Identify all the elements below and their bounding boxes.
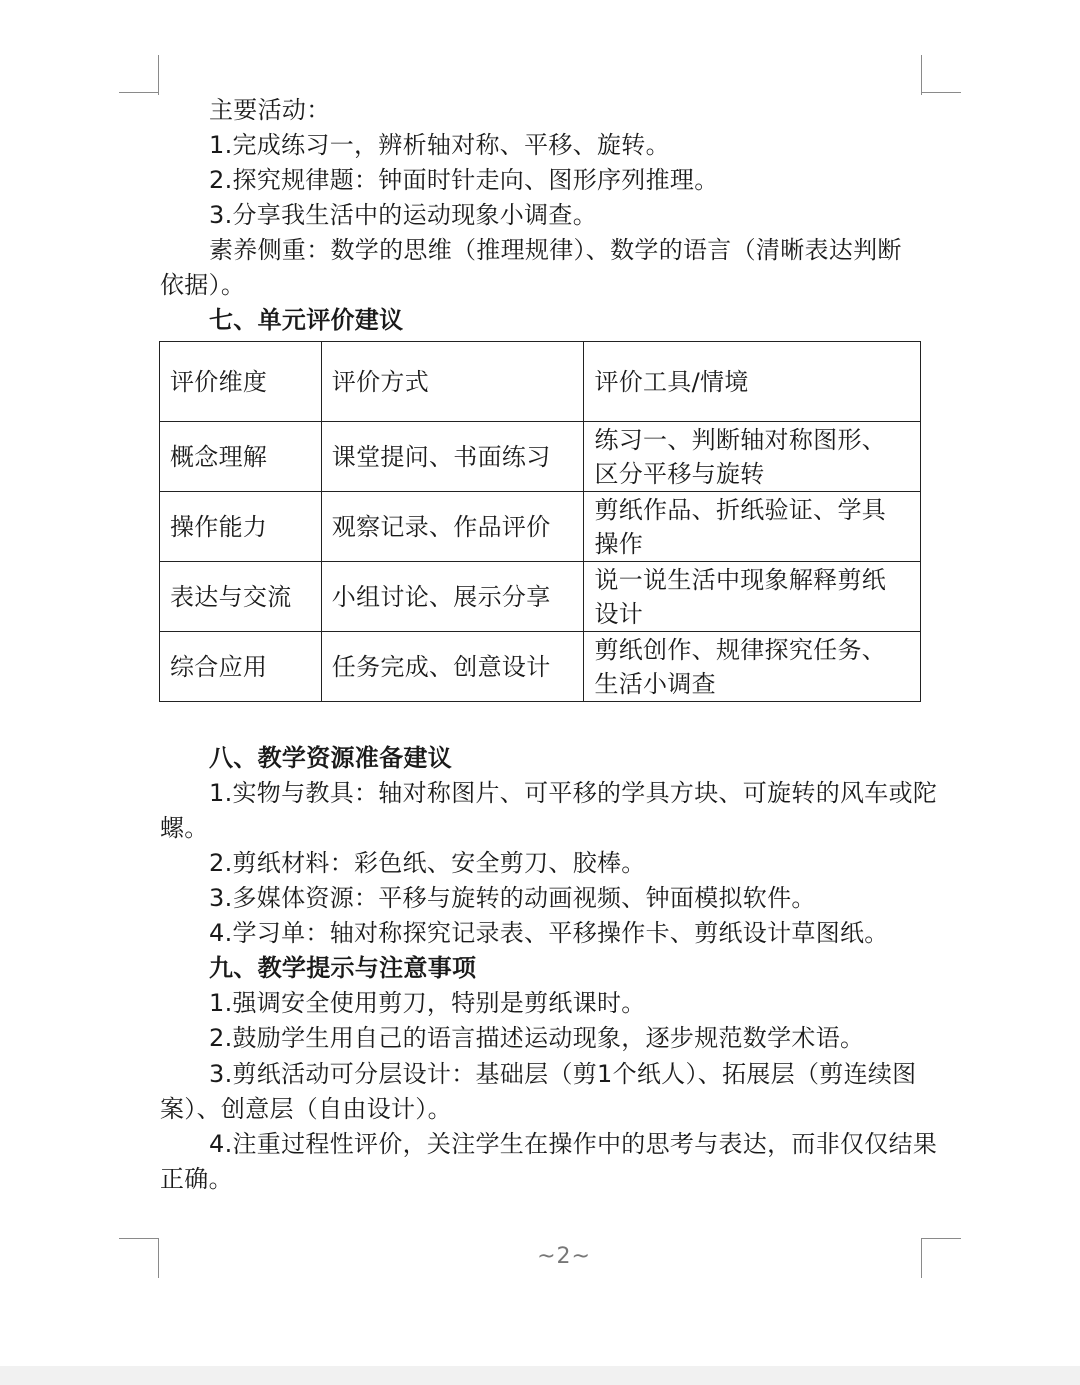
table-cell: 课堂提问、书面练习	[321, 422, 584, 492]
crop-mark-top-left-v	[158, 55, 159, 95]
crop-mark-top-right-v	[921, 55, 922, 95]
page-number: ~2~	[537, 1244, 591, 1269]
literacy-focus-line-1: 素养侧重：数学的思维（推理规律）、数学的语言（清晰表达判断	[209, 236, 902, 264]
table-row	[160, 562, 921, 632]
tip-item-3-line-1: 3.剪纸活动可分层设计：基础层（剪1个纸人）、拓展层（剪连续图	[209, 1060, 917, 1088]
activity-item-3: 3.分享我生活中的运动现象小调查。	[209, 201, 597, 229]
table-header-cell: 评价方式	[321, 342, 584, 422]
table-cell: 综合应用	[160, 632, 322, 702]
table-cell: 任务完成、创意设计	[321, 632, 584, 702]
table-header-cell: 评价维度	[160, 342, 322, 422]
table-header-cell: 评价工具/情境	[584, 342, 921, 422]
table-row	[160, 422, 921, 492]
section-heading-8: 八、教学资源准备建议	[209, 744, 452, 772]
table-header-row	[160, 342, 921, 422]
crop-mark-top-right-h	[921, 92, 961, 93]
resource-item-4: 4.学习单：轴对称探究记录表、平移操作卡、剪纸设计草图纸。	[209, 919, 889, 947]
table-cell: 剪纸创作、规律探究任务、生活小调查	[584, 632, 921, 702]
literacy-focus-line-2: 依据）。	[160, 271, 246, 299]
resource-item-3: 3.多媒体资源：平移与旋转的动画视频、钟面模拟软件。	[209, 884, 816, 912]
tip-item-1: 1.强调安全使用剪刀，特别是剪纸课时。	[209, 989, 646, 1017]
table-cell: 表达与交流	[160, 562, 322, 632]
resource-item-1-line-2: 螺。	[160, 814, 209, 842]
table-cell: 操作能力	[160, 492, 322, 562]
table-cell: 练习一、判断轴对称图形、区分平移与旋转	[584, 422, 921, 492]
crop-mark-top-left-h	[119, 92, 159, 93]
section-heading-7: 七、单元评价建议	[209, 306, 404, 334]
tip-item-4-line-2: 正确。	[160, 1165, 233, 1193]
activity-item-1: 1.完成练习一，辨析轴对称、平移、旋转。	[209, 131, 670, 159]
tip-item-3-line-2: 案）、创意层（自由设计）。	[160, 1095, 452, 1123]
crop-mark-bottom-right-h	[921, 1238, 961, 1239]
resource-item-2: 2.剪纸材料：彩色纸、安全剪刀、胶棒。	[209, 849, 646, 877]
tip-item-4-line-1: 4.注重过程性评价，关注学生在操作中的思考与表达，而非仅仅结果	[209, 1130, 938, 1158]
table-cell: 剪纸作品、折纸验证、学具操作	[584, 492, 921, 562]
table-cell: 观察记录、作品评价	[321, 492, 584, 562]
activity-item-2: 2.探究规律题：钟面时针走向、图形序列推理。	[209, 166, 719, 194]
viewer-bottom-strip	[0, 1366, 1080, 1385]
table-cell: 小组讨论、展示分享	[321, 562, 584, 632]
table-row	[160, 632, 921, 702]
table-cell: 说一说生活中现象解释剪纸设计	[584, 562, 921, 632]
table-cell: 概念理解	[160, 422, 322, 492]
activity-heading: 主要活动：	[209, 96, 331, 124]
crop-mark-bottom-left-h	[119, 1238, 159, 1239]
tip-item-2: 2.鼓励学生用自己的语言描述运动现象，逐步规范数学术语。	[209, 1024, 865, 1052]
resource-item-1-line-1: 1.实物与教具：轴对称图片、可平移的学具方块、可旋转的风车或陀	[209, 779, 938, 807]
table-row	[160, 492, 921, 562]
evaluation-table	[159, 341, 921, 702]
section-heading-9: 九、教学提示与注意事项	[209, 954, 477, 982]
